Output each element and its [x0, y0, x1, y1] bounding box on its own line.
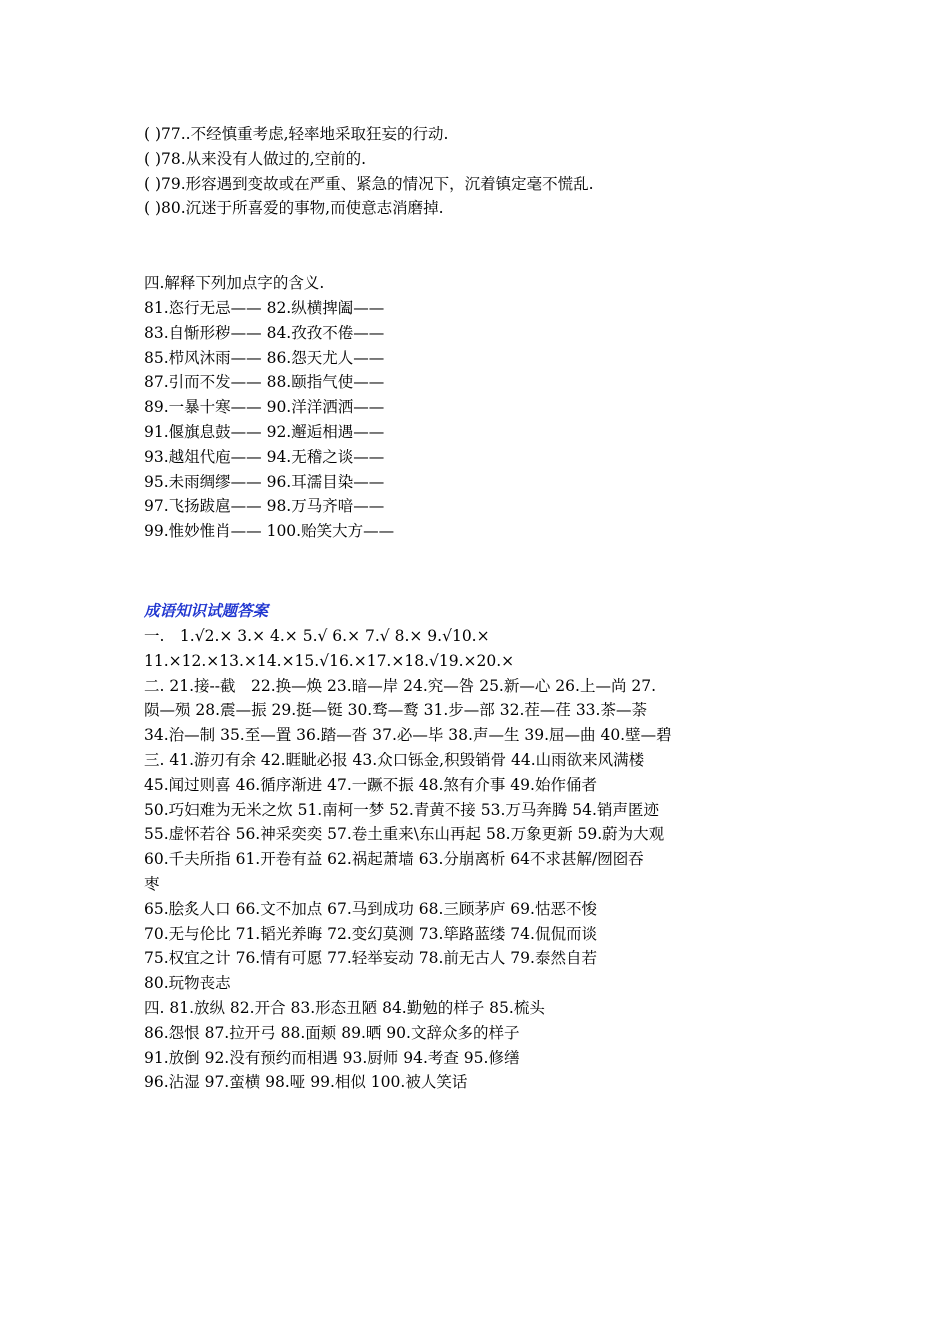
document-page — [144, 122, 824, 1095]
section4-row: 99.惟妙惟肖—— 100.贻笑大方—— — [144, 522, 395, 541]
section4-row: 87.引而不发—— 88.颐指气使—— — [144, 373, 385, 392]
question-79: ( )79.形容遇到变故或在严重、紧急的情况下，沉着镇定毫不慌乱. — [144, 174, 594, 193]
answers-title: 成语知识试题答案 — [144, 600, 269, 620]
answer-line: 34.治—制 35.至—置 36.踏—沓 37.必—毕 38.声—生 39.屈—曲 40.壁—碧 — [144, 726, 672, 745]
answer-line: 四. 81.放纵 82.开合 83.形态丑陋 84.勤勉的样子 85.梳头 — [144, 998, 545, 1017]
answer-line: 45.闻过则喜 46.循序渐进 47.一蹶不振 48.煞有介事 49.始作俑者 — [144, 775, 597, 794]
answer-line: 96.沾湿 97.蛮横 98.哑 99.相似 100.被人笑话 — [144, 1073, 468, 1092]
question-77: ( )77..不经慎重考虑,轻率地采取狂妄的行动. — [144, 125, 449, 143]
spacer — [144, 221, 824, 271]
section4 — [144, 271, 824, 544]
answer-line: 11.×12.×13.×14.×15.√16.×17.×18.√19.×20.× — [144, 651, 515, 670]
section4-row: 83.自惭形秽—— 84.孜孜不倦—— — [144, 323, 385, 342]
answers-section — [144, 598, 824, 1095]
section4-row: 95.未雨绸缪—— 96.耳濡目染—— — [144, 472, 385, 491]
section3-tail — [144, 122, 824, 221]
spacer — [144, 544, 824, 598]
section4-row: 97.飞扬跋扈—— 98.万马齐喑—— — [144, 497, 385, 516]
section4-row: 89.一暴十寒—— 90.洋洋洒洒—— — [144, 398, 385, 417]
answer-line: 60.千夫所指 61.开卷有益 62.祸起萧墙 63.分崩离析 64不求甚解/囫囵吞 — [144, 850, 644, 869]
section4-row: 91.偃旗息鼓—— 92.邂逅相遇—— — [144, 422, 385, 441]
answer-line: 二. 21.接--截 22.换—焕 23.暗—岸 24.究—咎 25.新—心 26.上—尚 27. — [144, 676, 657, 695]
answer-line: 一. 1.√2.× 3.× 4.× 5.√ 6.× 7.√ 8.× 9.√10.× — [144, 626, 490, 645]
question-80: ( )80.沉迷于所喜爱的事物,而使意志消磨掉. — [144, 199, 444, 218]
answer-line: 86.怨恨 87.拉开弓 88.面颊 89.晒 90.文辞众多的样子 — [144, 1023, 520, 1042]
section4-row: 81.恣行无忌—— 82.纵横捭阖—— — [144, 298, 385, 317]
section4-row: 93.越俎代庖—— 94.无稽之谈—— — [144, 447, 385, 466]
answer-line: 三. 41.游刃有余 42.睚眦必报 43.众口铄金,积毁销骨 44.山雨欲来风满楼 — [144, 750, 645, 769]
section4-heading: 四.解释下列加点字的含义. — [144, 274, 325, 293]
answer-line: 65.脍炙人口 66.文不加点 67.马到成功 68.三顾茅庐 69.怙恶不悛 — [144, 899, 597, 918]
answer-line: 55.虚怀若谷 56.神采奕奕 57.卷土重来\东山再起 58.万象更新 59.蔚为大观 — [144, 825, 665, 844]
answer-line: 75.权宜之计 76.情有可愿 77.轻举妄动 78.前无古人 79.泰然自若 — [144, 949, 597, 968]
answer-line: 80.玩物丧志 — [144, 974, 231, 993]
answer-line: 70.无与伦比 71.韬光养晦 72.变幻莫测 73.筚路蓝缕 74.侃侃而谈 — [144, 924, 597, 943]
section4-row: 85.栉风沐雨—— 86.怨天尤人—— — [144, 348, 385, 367]
answer-line: 枣 — [144, 874, 160, 893]
answer-line: 陨—殒 28.震—振 29.挺—铤 30.骛—鹜 31.步—部 32.茬—荏 33.茶—荼 — [144, 701, 647, 720]
answer-line: 91.放倒 92.没有预约而相遇 93.厨师 94.考查 95.修缮 — [144, 1048, 520, 1067]
question-78: ( )78.从来没有人做过的,空前的. — [144, 149, 367, 168]
answer-line: 50.巧妇难为无米之炊 51.南柯一梦 52.青黄不接 53.万马奔腾 54.销声匿迹 — [144, 800, 659, 819]
